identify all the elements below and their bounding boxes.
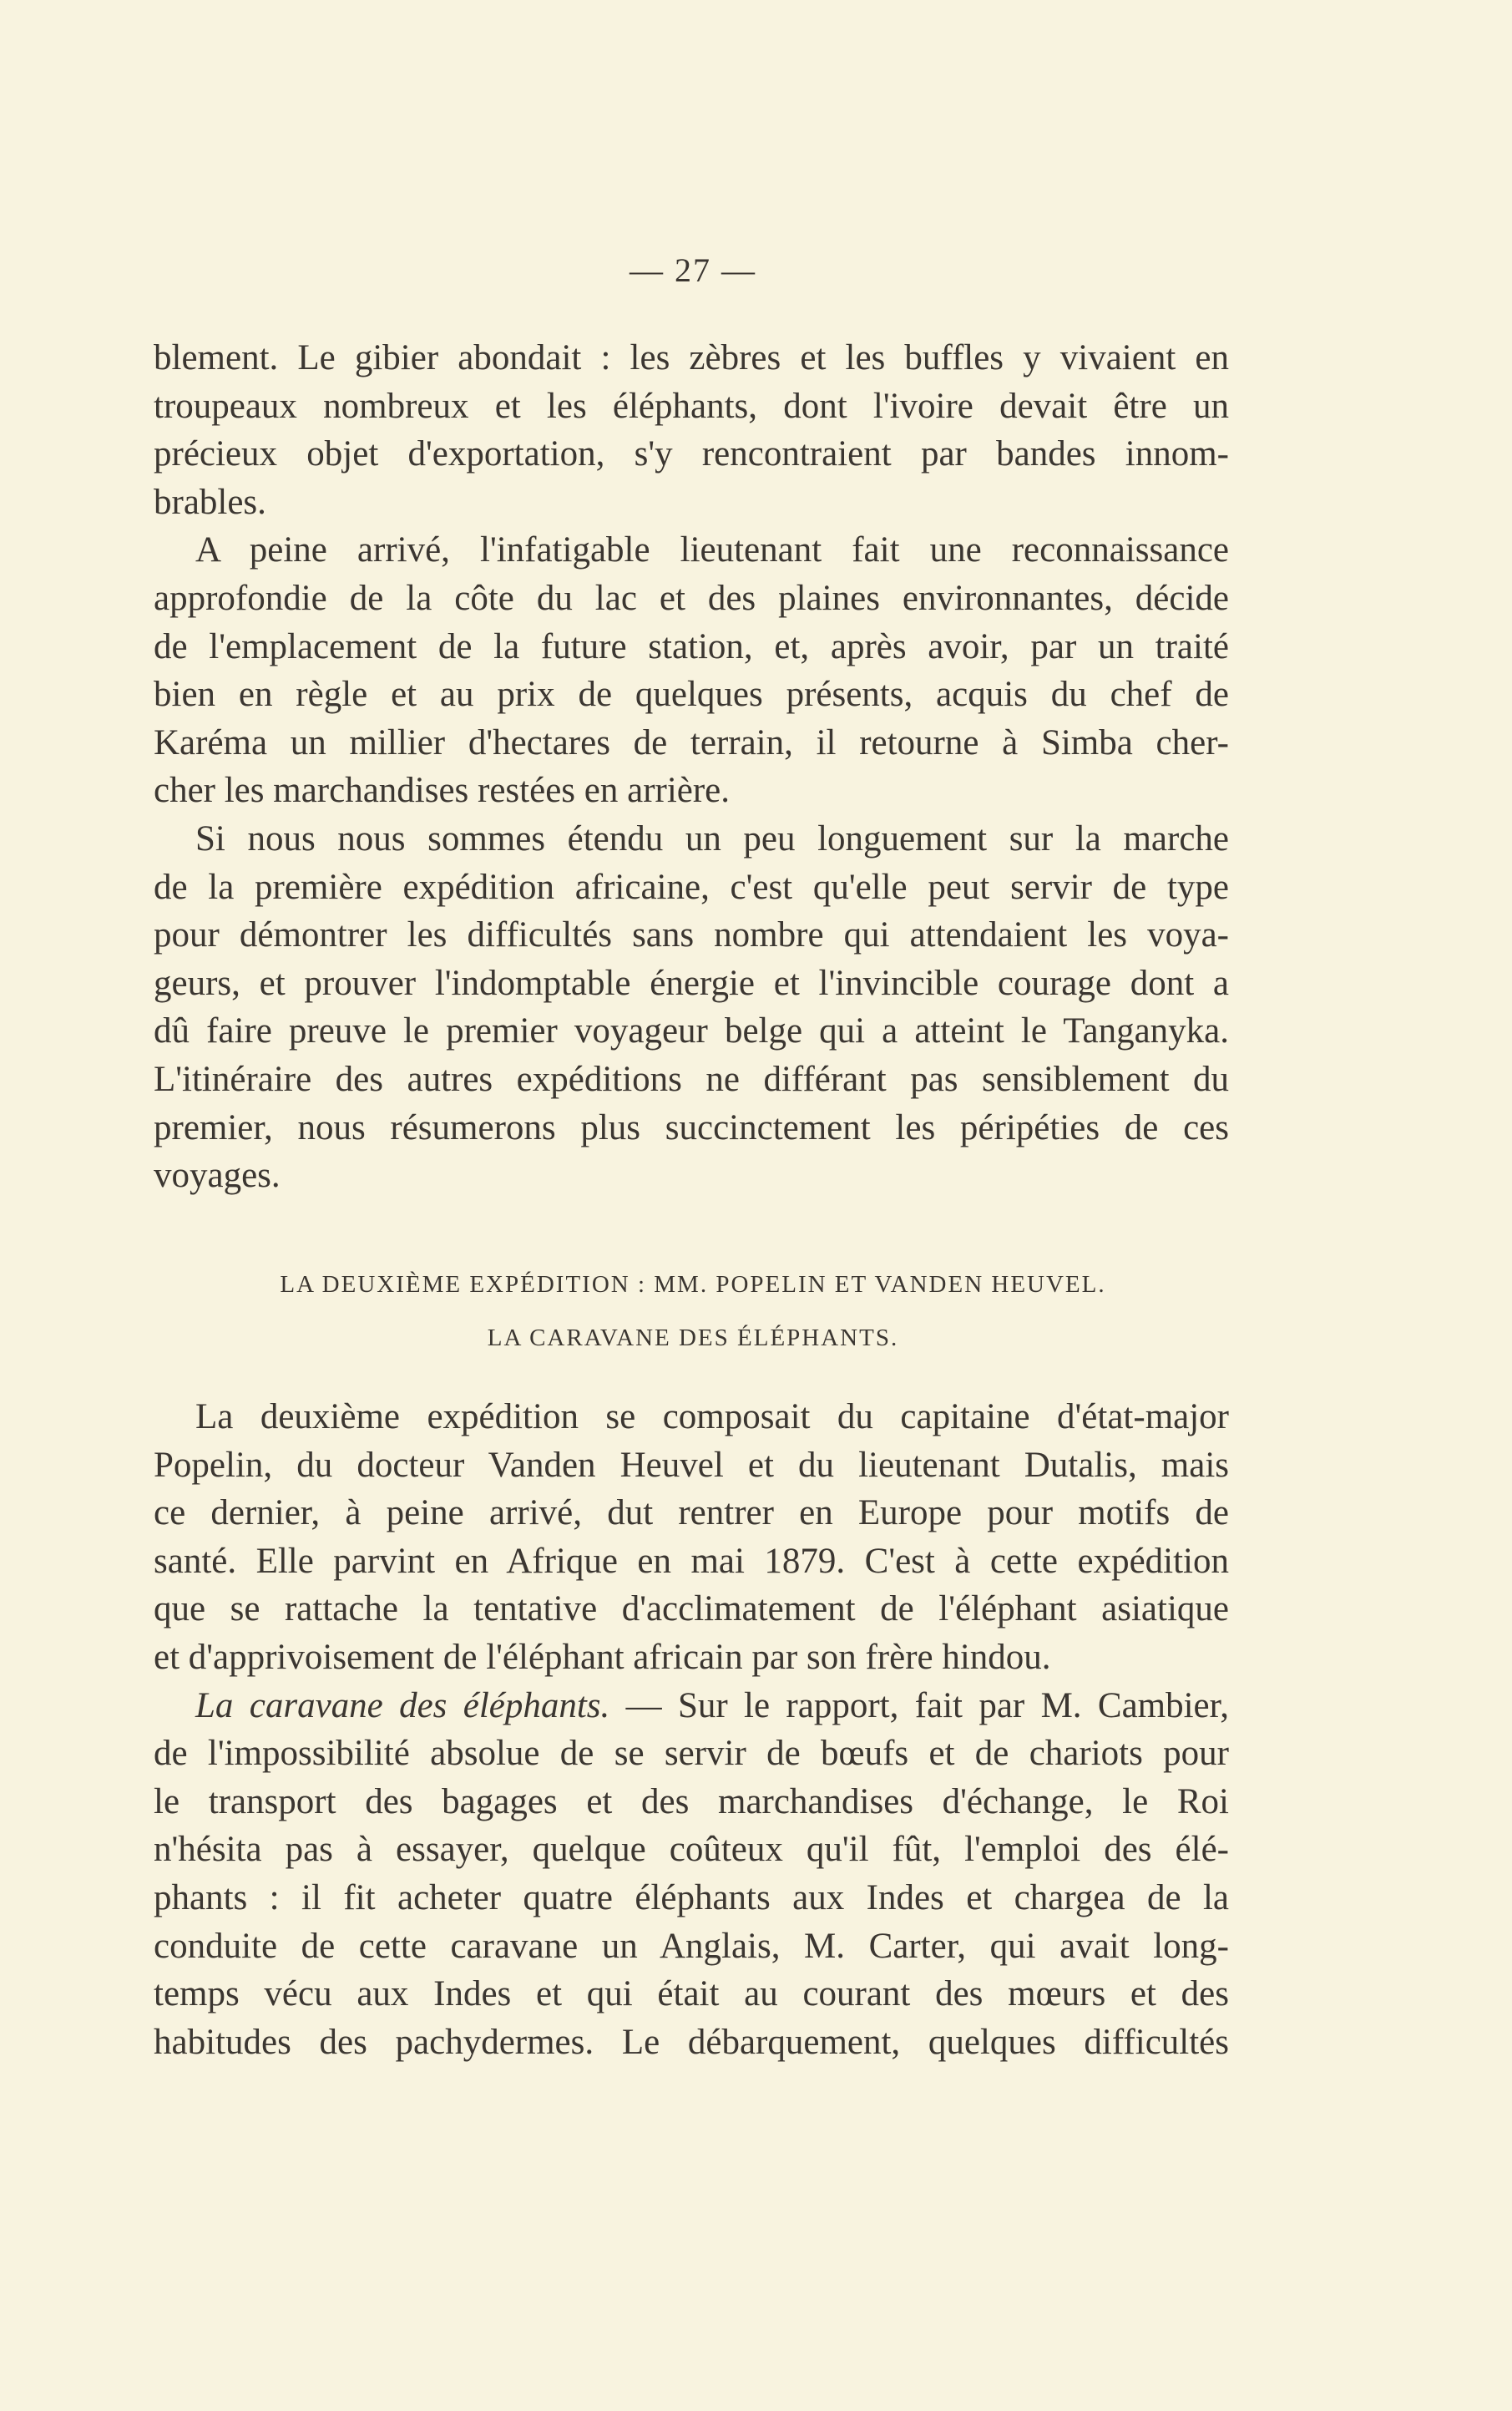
text-line: dû faire preuve le premier voyageur belge qui a atteint le Tanganyka.	[154, 1011, 1229, 1051]
text-line: geurs, et prouver l'indomptable énergie et l'invincible courage dont a	[154, 963, 1229, 1003]
text-line: et d'apprivoisement de l'éléphant africain par son frère hindou.	[154, 1637, 1051, 1677]
text-line: premier, nous résumerons plus succinctement les péripéties de ces	[154, 1107, 1229, 1147]
text-line-with-italic-lead	[154, 1682, 1229, 1730]
text-line: L'itinéraire des autres expéditions ne différant pas sensiblement du	[154, 1059, 1229, 1099]
text-line: pour démontrer les difficultés sans nombre qui attendaient les voya-	[154, 915, 1229, 955]
text-line: brables.	[154, 482, 266, 522]
text-line: Popelin, du docteur Vanden Heuvel et du lieutenant Dutalis, mais	[154, 1445, 1229, 1485]
text-line: phants : il fit acheter quatre éléphants aux Indes et chargea de la	[154, 1877, 1229, 1917]
text-line: santé. Elle parvint en Afrique en mai 1879. C'est à cette expédition	[154, 1541, 1229, 1581]
section-heading-line-2: LA CARAVANE DES ÉLÉPHANTS.	[487, 1325, 899, 1351]
text-run: — Sur le rapport, fait par M. Cambier,	[609, 1685, 1229, 1725]
text-block-bottom	[154, 1393, 1229, 2066]
italic-run-in-heading: La caravane des éléphants.	[195, 1685, 610, 1725]
text-line: que se rattache la tentative d'acclimatement de l'éléphant asiatique	[154, 1589, 1229, 1629]
text-line: précieux objet d'exportation, s'y rencontraient par bandes innom-	[154, 434, 1229, 474]
text-line: ce dernier, à peine arrivé, dut rentrer en Europe pour motifs de	[154, 1493, 1229, 1533]
text-line: Si nous nous sommes étendu un peu longuement sur la marche	[195, 818, 1229, 859]
text-line: conduite de cette caravane un Anglais, M. Carter, qui avait long-	[154, 1926, 1229, 1966]
text-line: n'hésita pas à essayer, quelque coûteux qu'il fût, l'emploi des élé-	[154, 1830, 1229, 1870]
text-line: bien en règle et au prix de quelques présents, acquis du chef de	[154, 675, 1229, 715]
text-line: A peine arrivé, l'infatigable lieutenant fait une reconnaissance	[195, 530, 1229, 570]
text-line: blement. Le gibier abondait : les zèbres et les buffles y vivaient en	[154, 338, 1229, 377]
page-number: — 27 —	[630, 251, 756, 289]
section-heading-line-1: LA DEUXIÈME EXPÉDITION : MM. POPELIN ET VANDEN HEUVEL.	[280, 1271, 1106, 1298]
text-line: troupeaux nombreux et les éléphants, dont l'ivoire devait être un	[154, 386, 1229, 426]
text-line: de la première expédition africaine, c'est qu'elle peut servir de type	[154, 867, 1229, 907]
text-line: approfondie de la côte du lac et des plaines environnantes, décide	[154, 578, 1229, 618]
text-line: Karéma un millier d'hectares de terrain, il retourne à Simba cher-	[154, 722, 1229, 762]
text-block-top	[154, 334, 1229, 1200]
text-line: le transport des bagages et des marchandises d'échange, le Roi	[154, 1781, 1229, 1821]
text-line: La deuxième expédition se composait du capitaine d'état-major	[195, 1397, 1229, 1436]
text-line: de l'emplacement de la future station, et, après avoir, par un traité	[154, 626, 1229, 666]
text-line: voyages.	[154, 1156, 281, 1196]
text-line: temps vécu aux Indes et qui était au courant des mœurs et des	[154, 1974, 1229, 2014]
text-line: cher les marchandises restées en arrière.	[154, 771, 731, 811]
text-line: de l'impossibilité absolue de se servir de bœufs et de chariots pour	[154, 1734, 1229, 1774]
text-line: habitudes des pachydermes. Le débarquement, quelques difficultés	[154, 2022, 1229, 2062]
